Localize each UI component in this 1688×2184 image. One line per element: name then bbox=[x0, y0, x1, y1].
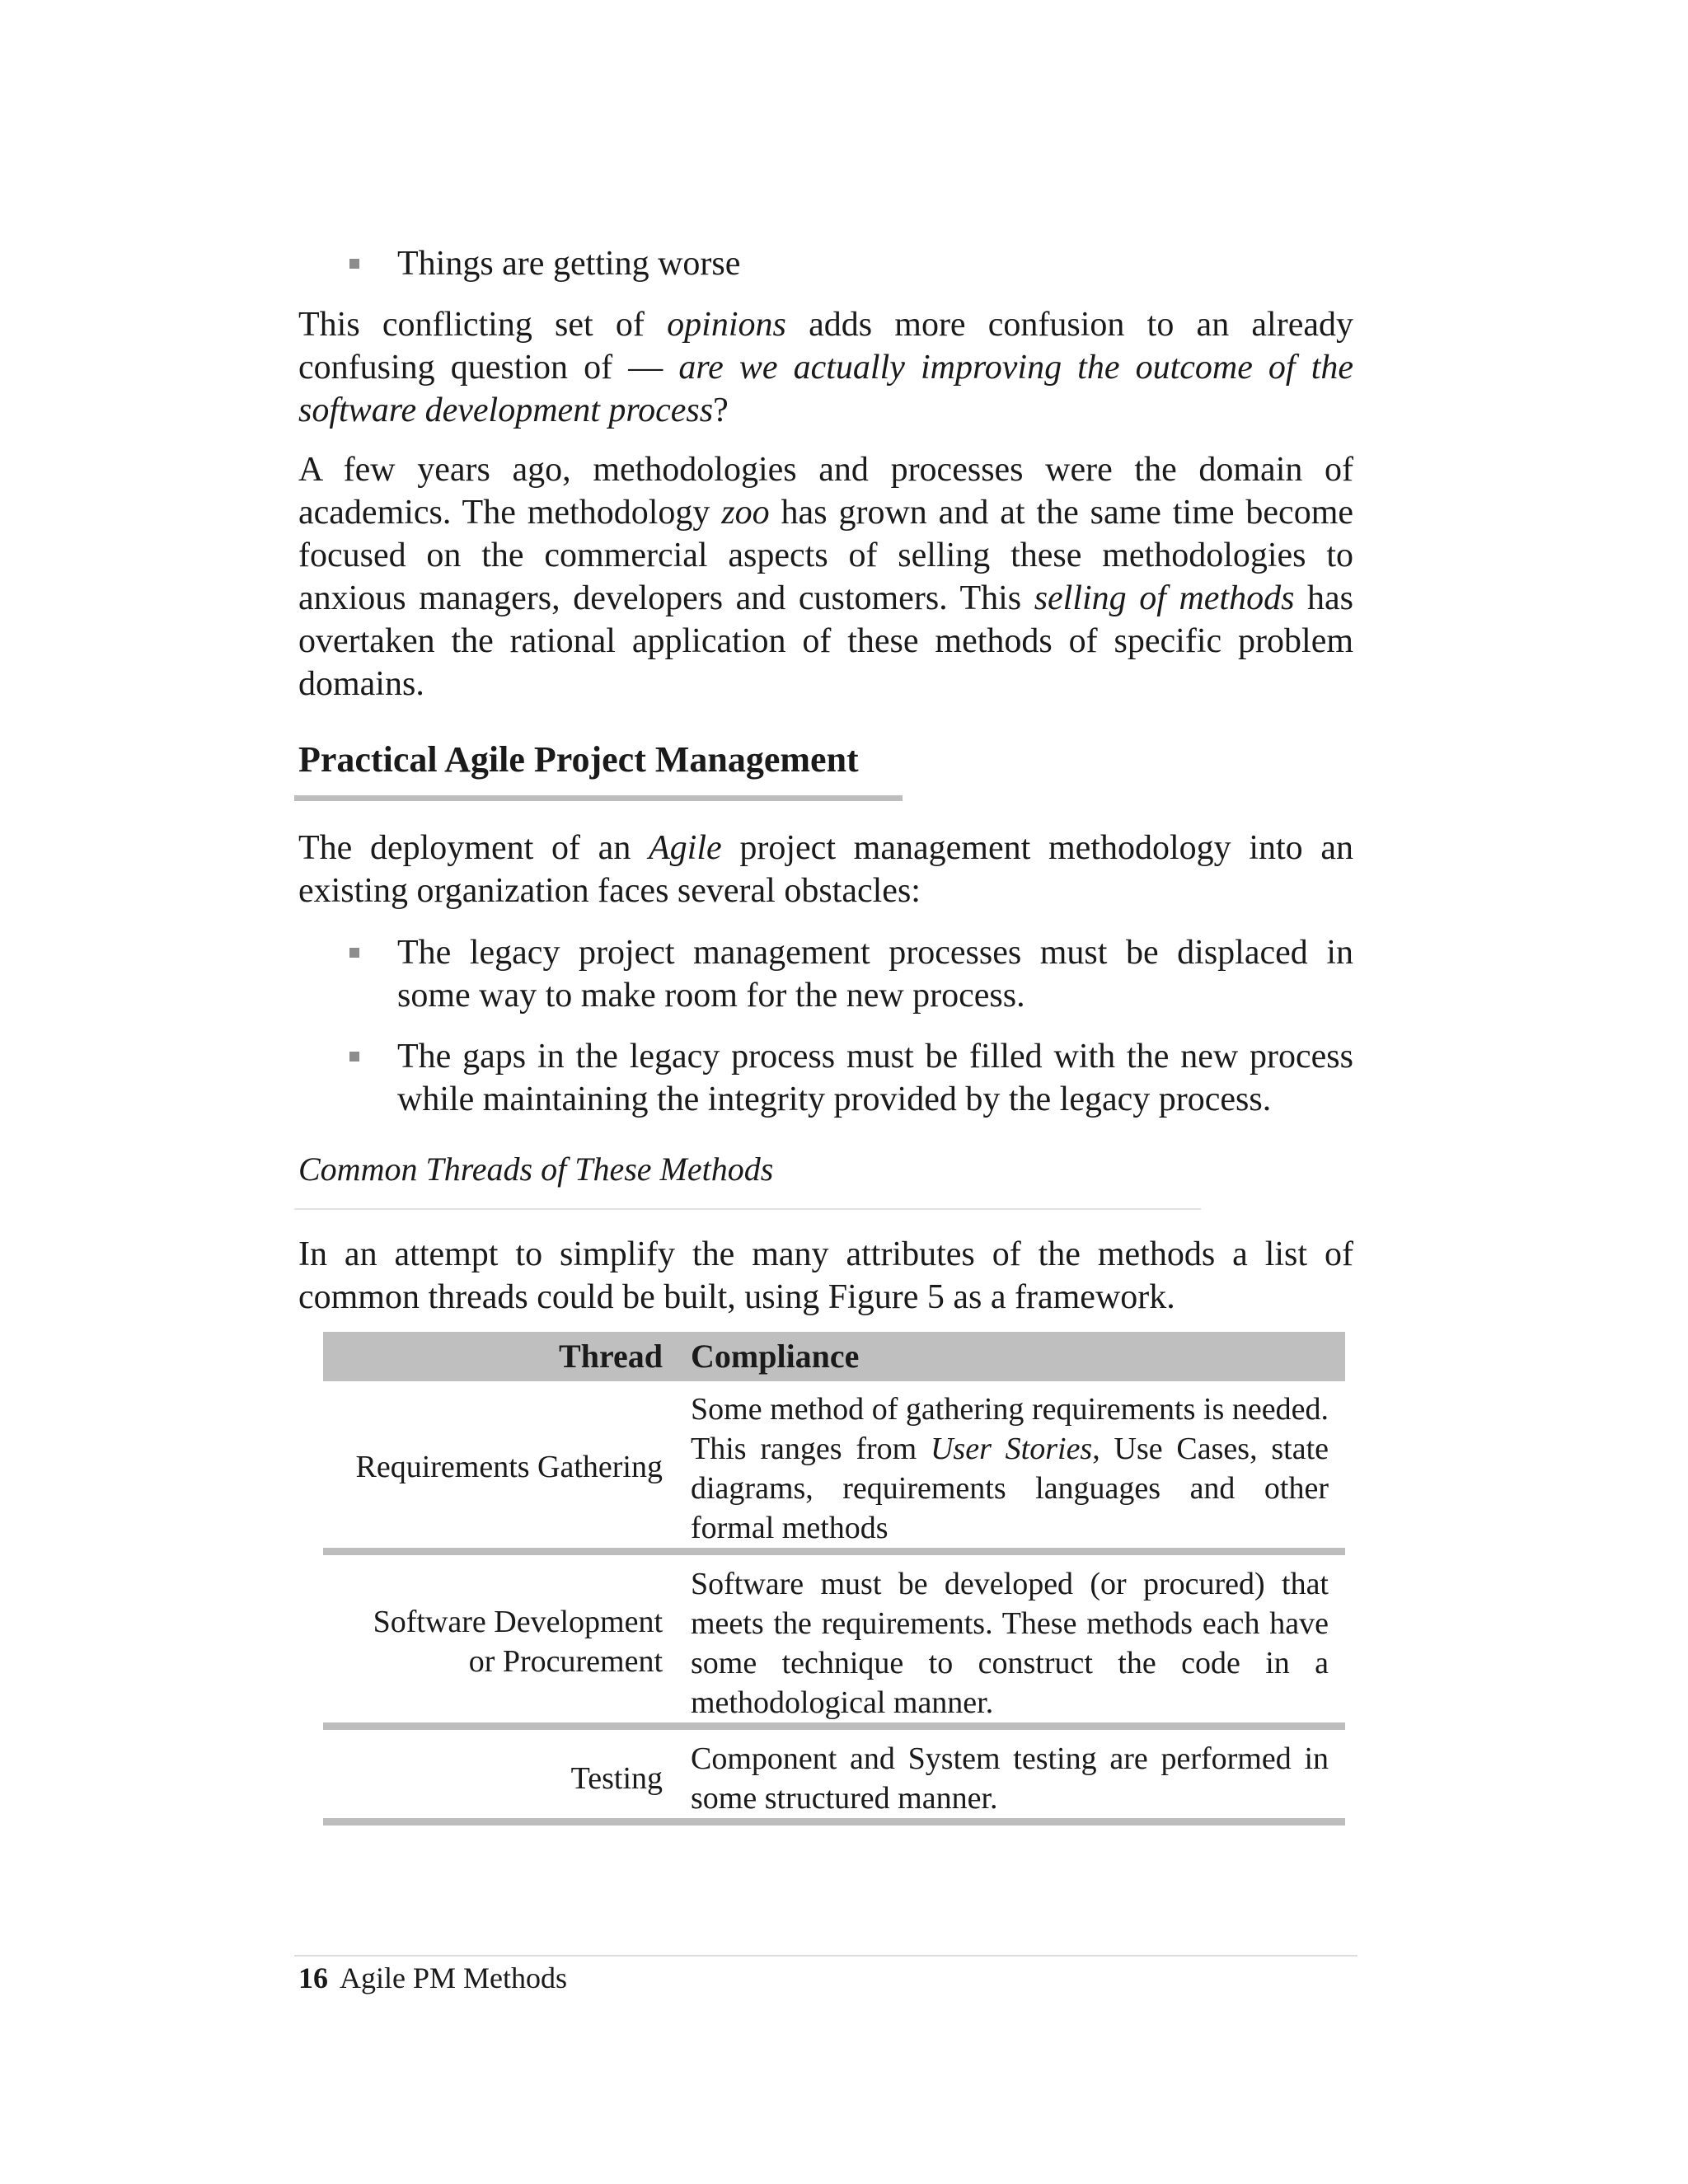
italic-run: zoo bbox=[721, 494, 770, 532]
table-row bbox=[323, 1564, 1345, 1729]
bullet-text: The legacy project management processes must be displaced in some way to make room for the new process. bbox=[397, 934, 1353, 1015]
section-heading: Practical Agile Project Management bbox=[298, 739, 859, 780]
table-row bbox=[323, 1390, 1345, 1563]
thread-label: Software Development bbox=[373, 1605, 663, 1639]
paragraph-common-threads bbox=[298, 1233, 1353, 1319]
bullet-text: Things are getting worse bbox=[397, 245, 741, 283]
text-run: The deployment of an bbox=[298, 829, 649, 867]
thread-cell bbox=[316, 1759, 663, 1798]
thread-cell bbox=[316, 1447, 663, 1487]
row-divider bbox=[323, 1548, 1345, 1555]
paragraph-methodologies bbox=[298, 448, 1353, 705]
running-title: Agile PM Methods bbox=[340, 1961, 568, 1994]
footer-rule bbox=[294, 1955, 1357, 1957]
paragraph-text: In an attempt to simplify the many attributes of the methods a list of common threads could be built, using Figure 5 as a framework. bbox=[298, 1235, 1353, 1316]
text-run: , Use Cases, state diagrams, requirements languages and other formal methods bbox=[691, 1432, 1329, 1545]
italic-run: selling of methods bbox=[1034, 579, 1295, 617]
thread-label: Requirements Gathering bbox=[355, 1450, 663, 1484]
row-divider bbox=[323, 1818, 1345, 1825]
page-footer bbox=[298, 1960, 567, 1996]
section-subheading: Common Threads of These Methods bbox=[298, 1151, 774, 1188]
heading-underline bbox=[294, 795, 903, 801]
text-run: has overtaken the rational application of these methods of specific problem domains. bbox=[298, 579, 1353, 703]
text-run: has grown and at the same time become focused on the commercial aspects of selling these methodologies to anxious managers, developers and customers. This bbox=[298, 494, 1354, 617]
thread-cell bbox=[316, 1602, 663, 1681]
text-run: project management methodology into an existing organization faces several obstacles: bbox=[298, 829, 1353, 910]
square-bullet-icon bbox=[349, 1052, 359, 1062]
text-run: Component and System testing are performed in some structured manner. bbox=[691, 1741, 1329, 1816]
bullet-item bbox=[298, 1035, 1353, 1121]
italic-run: User Stories bbox=[930, 1432, 1093, 1466]
text-run: A few years ago, methodologies and processes were the domain of academics. The methodology bbox=[298, 451, 1353, 532]
paragraph-opinions bbox=[298, 303, 1353, 432]
compliance-cell bbox=[691, 1564, 1329, 1722]
column-header-thread: Thread bbox=[559, 1338, 663, 1375]
table-header bbox=[323, 1332, 1345, 1381]
page-number: 16 bbox=[298, 1961, 328, 1994]
italic-run: are we actually improving the outcome of the software development process bbox=[298, 349, 1354, 429]
column-header-compliance: Compliance bbox=[691, 1338, 860, 1375]
italic-run: Agile bbox=[649, 829, 722, 867]
bullet-item bbox=[298, 931, 1353, 1017]
text-run: ? bbox=[713, 391, 729, 429]
square-bullet-icon bbox=[349, 259, 359, 269]
italic-run: opinions bbox=[667, 306, 786, 344]
thread-label: Testing bbox=[570, 1761, 663, 1796]
paragraph-deployment bbox=[298, 827, 1353, 912]
row-divider bbox=[323, 1722, 1345, 1730]
square-bullet-icon bbox=[349, 948, 359, 958]
compliance-cell bbox=[691, 1739, 1329, 1818]
text-run: Some method of gathering requirements is needed. This ranges from bbox=[691, 1392, 1329, 1466]
table-row bbox=[323, 1739, 1345, 1821]
text-run: Software must be developed (or procured) that meets the requirements. These methods each have some technique to construct the code in a methodological manner. bbox=[691, 1567, 1329, 1720]
subheading-rule bbox=[294, 1208, 1201, 1210]
bullet-item bbox=[298, 242, 1353, 285]
text-run: adds more confusion to an already confusing question of — bbox=[298, 306, 1353, 387]
threads-table bbox=[323, 1332, 1345, 1826]
compliance-cell bbox=[691, 1390, 1329, 1548]
thread-label: or Procurement bbox=[468, 1644, 663, 1679]
bullet-text: The gaps in the legacy process must be filled with the new process while maintaining the integrity provided by the legacy process. bbox=[397, 1038, 1353, 1118]
text-run: This conflicting set of bbox=[298, 306, 668, 344]
